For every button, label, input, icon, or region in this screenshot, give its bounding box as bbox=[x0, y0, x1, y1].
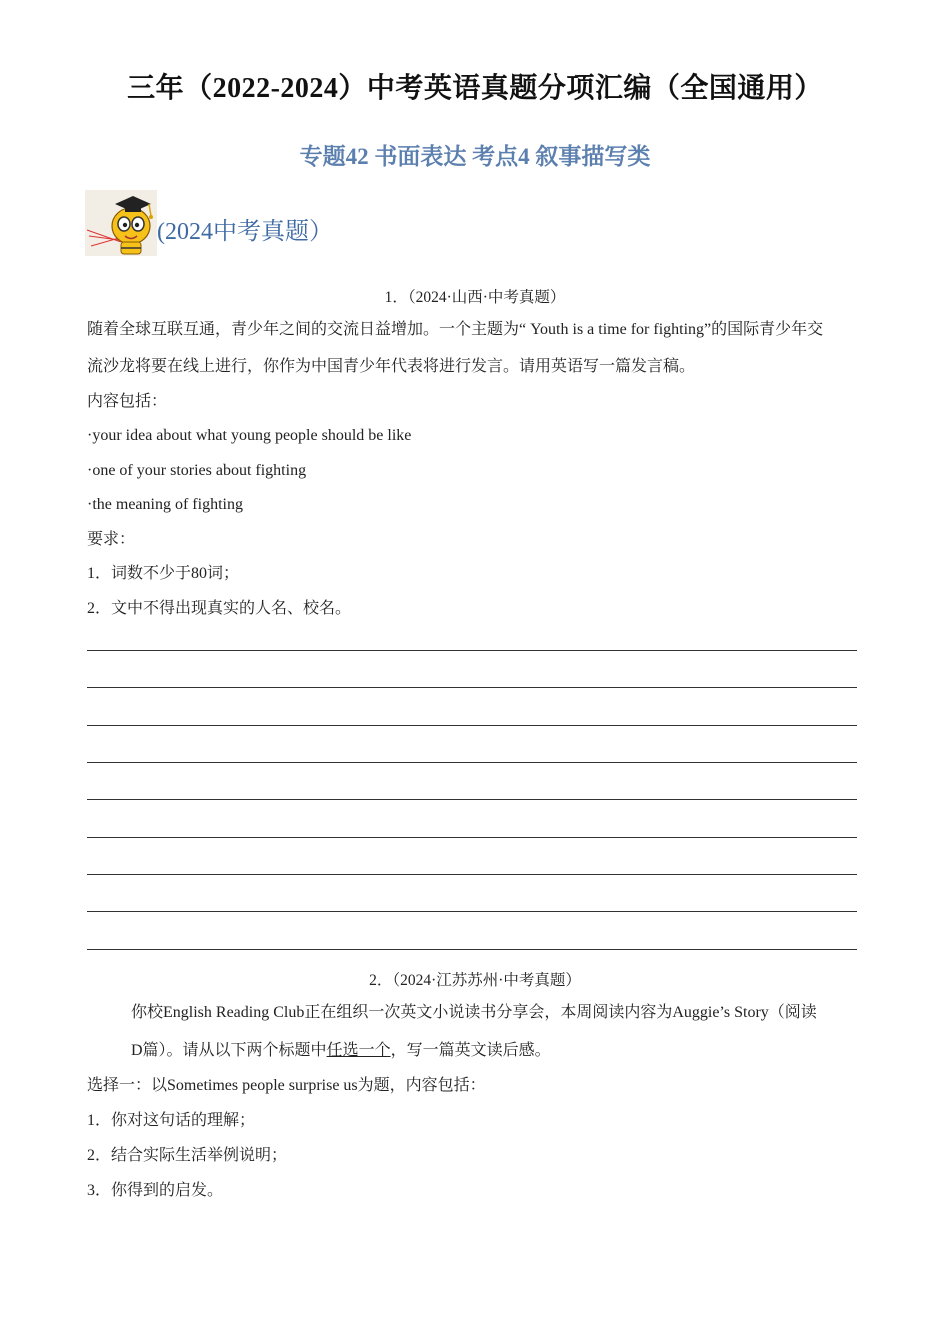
question-2-paragraph-line2 bbox=[131, 1041, 551, 1061]
answer-line[interactable] bbox=[87, 874, 857, 875]
document-title: 三年（2022-2024）中考英语真题分项汇编（全国通用） bbox=[127, 73, 823, 104]
graduate-mascot-icon bbox=[85, 190, 157, 256]
question-1-content-label: 内容包括： bbox=[87, 393, 168, 410]
answer-line[interactable] bbox=[87, 650, 857, 651]
question-1-requirements-label: 要求： bbox=[87, 531, 136, 548]
question-1-point: ·one of your stories about fighting bbox=[87, 462, 307, 479]
answer-line[interactable] bbox=[87, 799, 857, 800]
question-2-underlined-text: 任选一个 bbox=[326, 1042, 391, 1059]
question-1-point: ·your idea about what young people should be like bbox=[87, 427, 412, 444]
question-2-line2-suffix: ，写一篇英文读后感。 bbox=[390, 1042, 551, 1059]
question-1-requirement: 2．文中不得出现真实的人名、校名。 bbox=[87, 600, 352, 617]
answer-line[interactable] bbox=[87, 949, 857, 950]
section-header bbox=[85, 190, 333, 256]
question-2-item: 2．结合实际生活举例说明； bbox=[87, 1147, 288, 1164]
question-1-point: ·the meaning of fighting bbox=[87, 496, 243, 513]
question-1-paragraph-line2: 流沙龙将要在线上进行，你作为中国青少年代表将进行发言。请用英语写一篇发言稿。 bbox=[87, 358, 696, 375]
section-label: (2024中考真题） bbox=[157, 218, 333, 245]
answer-line[interactable] bbox=[87, 837, 857, 838]
question-2-item: 1．你对这句话的理解； bbox=[87, 1112, 256, 1129]
question-2-line2-prefix: D篇）。请从以下两个标题中 bbox=[131, 1042, 327, 1059]
question-2-option-1: 选择一：以Sometimes people surprise us为题，内容包括： bbox=[87, 1077, 486, 1094]
question-2-heading: 2．（2024·江苏苏州·中考真题） bbox=[369, 972, 581, 989]
topic-subtitle: 专题42 书面表达 考点4 叙事描写类 bbox=[299, 144, 651, 169]
answer-line[interactable] bbox=[87, 725, 857, 726]
question-1-paragraph-line1: 随着全球互联互通，青少年之间的交流日益增加。一个主题为“ Youth is a time for fighting”的国际青少年交 bbox=[87, 321, 824, 338]
question-2-paragraph-line1: 你校English Reading Club正在组织一次英文小说读书分享会，本周阅读内容为Auggie’s Story（阅读 bbox=[131, 1004, 817, 1021]
question-1-requirement: 1．词数不少于80词； bbox=[87, 565, 240, 582]
answer-line[interactable] bbox=[87, 687, 857, 688]
question-1-heading: 1．（2024·山西·中考真题） bbox=[384, 289, 566, 306]
answer-line[interactable] bbox=[87, 911, 857, 912]
answer-line[interactable] bbox=[87, 762, 857, 763]
question-2-item: 3．你得到的启发。 bbox=[87, 1182, 224, 1199]
